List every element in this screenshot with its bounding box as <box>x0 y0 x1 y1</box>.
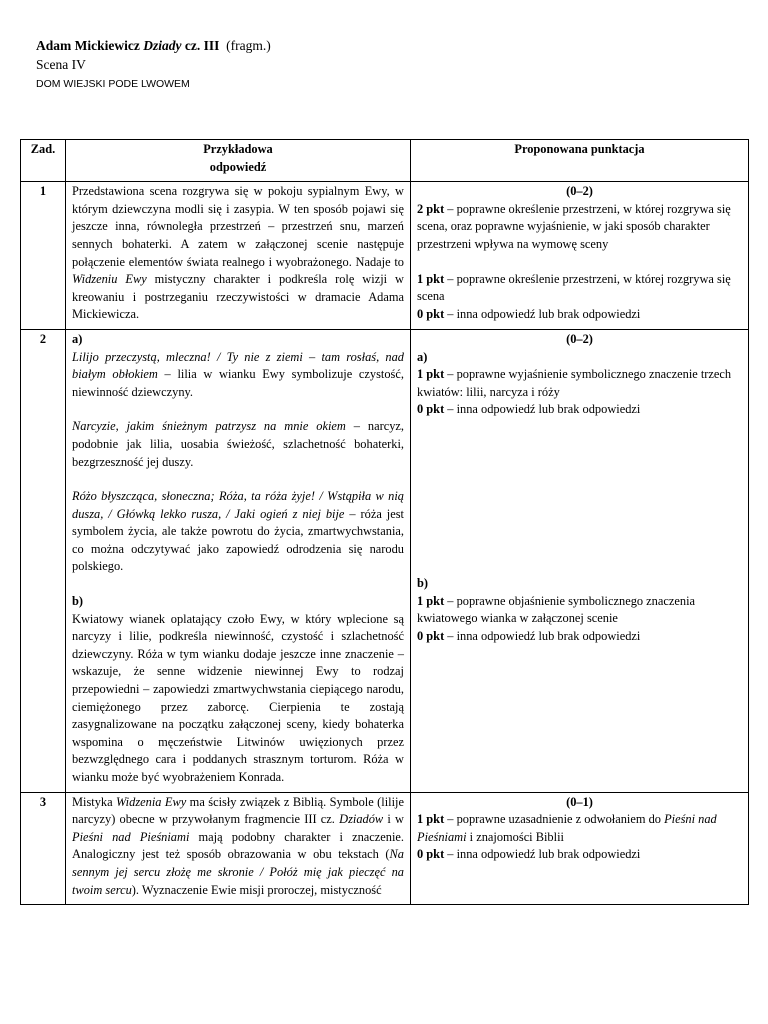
scoring-cell <box>411 329 749 792</box>
points-label: 0 pkt <box>417 402 445 417</box>
points-label: 2 pkt <box>417 201 445 216</box>
part-label: cz. III <box>184 38 220 53</box>
table-row <box>21 182 749 330</box>
score-text: – inna odpowiedź lub brak odpowiedzi <box>444 847 641 862</box>
score-text: – poprawne określenie przestrzeni, w której rozgrywa się scena <box>417 271 731 304</box>
answer-text: mistyczny charakter i podkreśla rolę wizji w kreowaniu i postrzeganiu rzeczywistości w dramacie Adama Mickiewicza. <box>72 272 404 322</box>
points-label: 0 pkt <box>417 306 445 321</box>
score-item <box>417 401 742 419</box>
subtask-label: b) <box>417 575 429 590</box>
answer-italic: Lilijo przeczystą, mleczna! / Ty nie z ziemi – tam rosłaś, nad białym obłokiem <box>72 349 404 382</box>
points-label: 1 pkt <box>417 367 445 382</box>
score-item <box>417 593 742 628</box>
answer-italic: Widzeniu Ewy <box>72 272 147 287</box>
answer-paragraph <box>72 418 404 471</box>
score-item <box>417 628 742 646</box>
answer-italic: Różo błyszcząca, słoneczna; Róża, ta róża żyje! / Wstąpiła w nią dusza, / Główką lekko rusza, / Jaki ogień z niej bije <box>72 489 404 521</box>
task-number: 2 <box>21 329 66 792</box>
sample-answer <box>66 329 411 792</box>
score-text: – poprawne określenie przestrzeni, w której rozgrywa się scena, oraz poprawne wyjaśnienie, w jaki sposób charakter przestrzeni wpływa na wymowę sceny <box>417 201 731 251</box>
answer-text: Przedstawiona scena rozgrywa się w pokoju sypialnym Ewy, w którym dziewczyna modli się i zasypia. W ten sposób pojawi się jeszcze inna, równoległa przestrzeń – przestrzeń snu, marzeń sennych bohaterki. A zatem w załączonej scenie następuje połączenie elementów świata realnego i wyobrażonego. Nadaje to <box>72 184 404 269</box>
work-title: Dziady <box>143 38 182 53</box>
answer-text: mają podobny charakter i znaczenie. Analogiczny jest też sposób obrazowania w obu tekstach ( <box>72 829 405 862</box>
points-label: 0 pkt <box>417 628 445 643</box>
answer-text: ma ścisły związek z Biblią. Symbole (lilije narcyzy) obecne w przywołanym fragmencie III cz. <box>72 794 404 827</box>
subtask-label: a) <box>417 349 428 364</box>
col-header-scoring: Proponowana punktacja <box>411 140 749 182</box>
document-header <box>36 36 271 92</box>
answer-text: – lilia w wianku Ewy symbolizuje czystość, niewinność dziewczyny. <box>72 367 404 399</box>
scene-label: Scena IV <box>36 57 86 72</box>
answer-text: Mistyka <box>72 794 117 809</box>
task-number: 1 <box>21 182 66 330</box>
sample-answer <box>66 792 411 905</box>
score-text: – poprawne wyjaśnienie symbolicznego znaczenie trzech kwiatów: lilii, narcyza i róży <box>417 367 732 399</box>
table-header-row <box>21 140 749 182</box>
col-header-answer <box>66 140 411 182</box>
subtask-label: b) <box>72 594 84 609</box>
answer-text: – narcyz, podobnie jak lilia, uosabia świeżość, szlachetność bohaterki, bezgrzeszność jej duszy. <box>72 419 404 469</box>
answer-text: i w <box>383 812 404 827</box>
answer-italic: Pieśni nad Pieśniami <box>72 829 190 844</box>
fragment-label: (fragm.) <box>226 38 271 53</box>
col-header-task: Zad. <box>21 140 66 182</box>
score-text: – inna odpowiedź lub brak odpowiedzi <box>444 402 641 417</box>
answer-text: ). Wyznaczenie Ewie misji proroczej, mistyczność <box>131 882 382 897</box>
score-item <box>417 366 742 401</box>
title-line <box>36 36 271 55</box>
table-row <box>21 792 749 905</box>
sample-answer <box>66 182 411 330</box>
points-label: 0 pkt <box>417 847 445 862</box>
points-label: 1 pkt <box>417 812 445 827</box>
answer-italic: Widzenia Ewy <box>116 794 187 809</box>
points-range: (0–1) <box>566 794 593 809</box>
task-number: 3 <box>21 792 66 905</box>
score-item <box>417 201 742 254</box>
answer-paragraph <box>72 488 404 576</box>
score-item <box>417 811 742 846</box>
subtask-label: a) <box>72 331 83 346</box>
col-header-answer-line1: Przykładowa <box>203 142 273 156</box>
answer-paragraph: Kwiatowy wianek oplatający czoło Ewy, w który wplecione są narcyzy i lilie, podkreśla niewinność, czystość i szlachetność dziewczyny. Róża w tym wianku dodaje jeszcze inne znaczenie – wskazuje, że senne widzenie niewinnej Ewy to rodzaj przepowiedni – zapowiedzi zmartwychwstania ciepiącego narodu, ciemiężonego przez zaborcę. Cierpienia te zostają zasygnalizowane na początku załączonej sceny, kiedy bohaterka wspomina o męczeństwie Litwinów uwięzionych przez bezwzględnego cara i poddanych strasznym torturom. Róża w wianku może być wyobrażeniem Konrada. <box>72 611 404 784</box>
score-text: – inna odpowiedź lub brak odpowiedzi <box>444 306 641 321</box>
answer-italic: Dziadów <box>339 812 384 827</box>
points-label: 1 pkt <box>417 271 445 286</box>
score-item <box>417 306 742 324</box>
score-item <box>417 846 742 864</box>
scoring-cell <box>411 792 749 905</box>
author-name: Adam Mickiewicz <box>36 38 140 53</box>
score-text: i znajomości Biblii <box>466 829 564 844</box>
col-header-answer-line2: odpowiedź <box>209 159 267 174</box>
score-italic: Pieśni nad Pieśniami <box>417 812 717 844</box>
score-item <box>417 271 742 306</box>
points-label: 1 pkt <box>417 593 445 608</box>
score-text: – poprawne objaśnienie symbolicznego znaczenia kwiatowego wianka w załączonej scenie <box>417 593 696 626</box>
place-label: DOM WIEJSKI PODE LWOWEM <box>36 78 190 90</box>
score-text: – inna odpowiedź lub brak odpowiedzi <box>444 628 641 643</box>
answer-italic: Narcyzie, jakim śnieżnym patrzysz na mnie okiem <box>72 419 346 434</box>
answer-text: – róża jest symbolem życia, ale także powrotu do życia, zmartwychwstania, co można odczytywać jako zapowiedź odrodzenia się narodu polskiego. <box>72 506 404 574</box>
points-range: (0–2) <box>566 184 593 199</box>
points-range: (0–2) <box>566 331 593 346</box>
scoring-cell <box>411 182 749 330</box>
answer-paragraph <box>72 349 404 402</box>
answer-italic: Na sennym jej sercu złożę me skronie / Połóż mię jak pieczęć na twoim sercu <box>72 847 404 897</box>
score-text: – poprawne uzasadnienie z odwołaniem do <box>444 812 665 827</box>
answer-key-table <box>20 139 749 905</box>
table-row <box>21 329 749 792</box>
